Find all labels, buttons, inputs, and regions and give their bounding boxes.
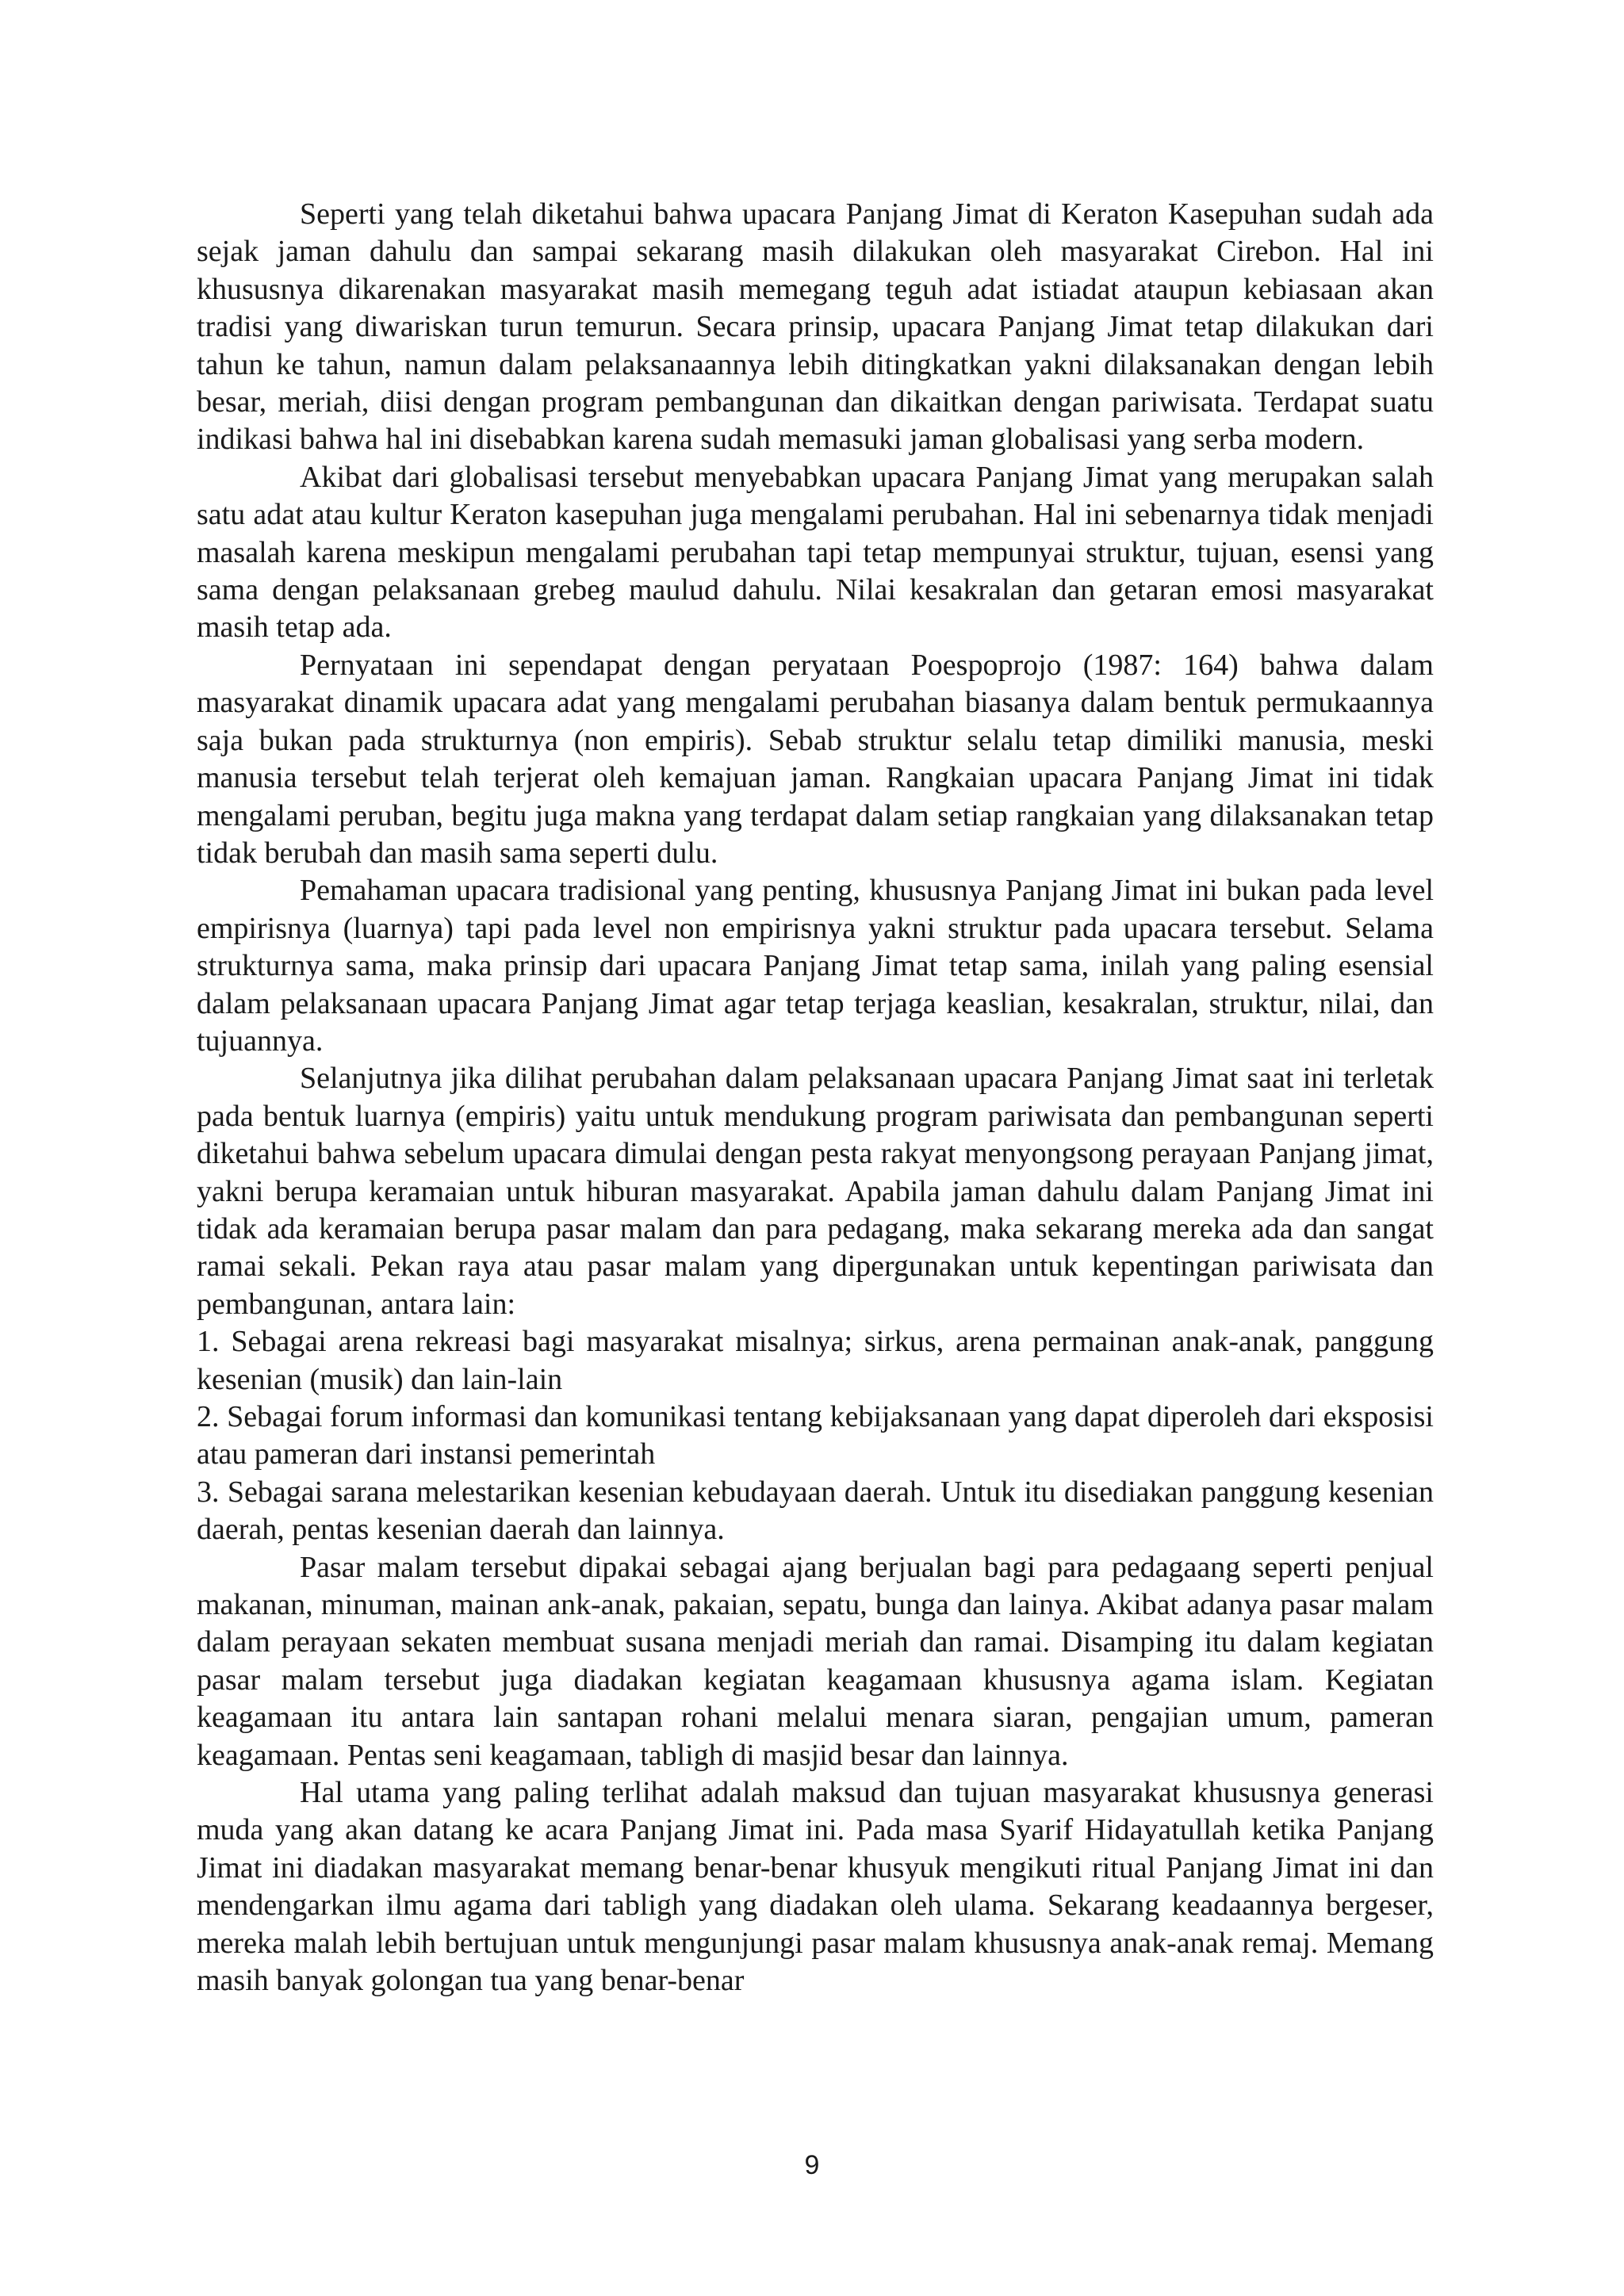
- body-text: [197, 196, 1434, 2000]
- paragraph: Selanjutnya jika dilihat perubahan dalam pelaksanaan upacara Panjang Jimat saat ini terletak pada bentuk luarnya (empiris) yaitu untuk mendukung program pariwisata dan pembangunan seperti diketahui bahwa sebelum upacara dimulai dengan pesta rakyat menyongsong perayaan Panjang jimat, yakni berupa keramaian untuk hiburan masyarakat. Apabila jaman dahulu dalam Panjang Jimat ini tidak ada keramaian berupa pasar malam dan para pedagang, maka sekarang mereka ada dan sangat ramai sekali. Pekan raya atau pasar malam yang dipergunakan untuk kepentingan pariwisata dan pembangunan, antara lain:: [197, 1062, 1434, 1321]
- paragraph: Seperti yang telah diketahui bahwa upacara Panjang Jimat di Keraton Kasepuhan sudah ada sejak jaman dahulu dan sampai sekarang masih dilakukan oleh masyarakat Cirebon. Hal ini khususnya dikarenakan masyarakat masih memegang teguh adat istiadat ataupun kebiasaan akan tradisi yang diwariskan turun temurun. Secara prinsip, upacara Panjang Jimat tetap dilakukan dari tahun ke tahun, namun dalam pelaksanaannya lebih ditingkatkan yakni dilaksanakan dengan lebih besar, meriah, diisi dengan program pembangunan dan dikaitkan dengan pariwisata. Terdapat suatu indikasi bahwa hal ini disebabkan karena sudah memasuki jaman globalisasi yang serba modern.: [197, 197, 1434, 457]
- paragraph: Pernyataan ini sependapat dengan peryataan Poespoprojo (1987: 164) bahwa dalam masyarakat dinamik upacara adat yang mengalami perubahan biasanya dalam bentuk permukaannya saja bukan pada strukturnya (non empiris). Sebab struktur selalu tetap dimiliki manusia, meski manusia tersebut telah terjerat oleh kemajuan jaman. Rangkaian upacara Panjang Jimat ini tidak mengalami peruban, begitu juga makna yang terdapat dalam setiap rangkaian yang dilaksanakan tetap tidak berubah dan masih sama seperti dulu.: [197, 648, 1434, 870]
- paragraph: Akibat dari globalisasi tersebut menyebabkan upacara Panjang Jimat yang merupakan salah satu adat atau kultur Keraton kasepuhan juga mengalami perubahan. Hal ini sebenarnya tidak menjadi masalah karena meskipun mengalami perubahan tapi tetap mempunyai struktur, tujuan, esensi yang sama dengan pelaksanaan grebeg maulud dahulu. Nilai kesakralan dan getaran emosi masyarakat masih tetap ada.: [197, 460, 1434, 645]
- list-item: 1. Sebagai arena rekreasi bagi masyarakat misalnya; sirkus, arena permainan anak-anak, panggung kesenian (musik) dan lain-lain: [197, 1325, 1434, 1396]
- list-item: 2. Sebagai forum informasi dan komunikasi tentang kebijaksanaan yang dapat diperoleh dari eksposisi atau pameran dari instansi pemerintah: [197, 1400, 1434, 1471]
- paragraph: Pemahaman upacara tradisional yang penting, khususnya Panjang Jimat ini bukan pada level empirisnya (luarnya) tapi pada level non empirisnya yakni struktur pada upacara tersebut. Selama strukturnya sama, maka prinsip dari upacara Panjang Jimat tetap sama, inilah yang paling esensial dalam pelaksanaan upacara Panjang Jimat agar tetap terjaga keaslian, kesakralan, struktur, nilai, dan tujuannya.: [197, 874, 1434, 1058]
- paragraph: Hal utama yang paling terlihat adalah maksud dan tujuan masyarakat khususnya generasi muda yang akan datang ke acara Panjang Jimat ini. Pada masa Syarif Hidayatullah ketika Panjang Jimat ini diadakan masyarakat memang benar-benar khusyuk mengikuti ritual Panjang Jimat ini dan mendengarkan ilmu agama dari tabligh yang diadakan oleh ulama. Sekarang keadaannya bergeser, mereka malah lebih bertujuan untuk mengunjungi pasar malam khususnya anak-anak remaj. Memang masih banyak golongan tua yang benar-benar: [197, 1776, 1434, 1998]
- page-number: 9: [804, 2150, 820, 2180]
- paragraph: Pasar malam tersebut dipakai sebagai ajang berjualan bagi para pedagaang seperti penjual makanan, minuman, mainan ank-anak, pakaian, sepatu, bunga dan lainya. Akibat adanya pasar malam dalam perayaan sekaten membuat susana menjadi meriah dan ramai. Disamping itu dalam kegiatan pasar malam tersebut juga diadakan kegiatan keagamaan khususnya agama islam. Kegiatan keagamaan itu antara lain santapan rohani melalui menara siaran, pengajian umum, pameran keagamaan. Pentas seni keagamaan, tabligh di masjid besar dan lainnya.: [197, 1550, 1434, 1772]
- list-item: 3. Sebagai sarana melestarikan kesenian kebudayaan daerah. Untuk itu disediakan panggung kesenian daerah, pentas kesenian daerah dan lainnya.: [197, 1475, 1434, 1547]
